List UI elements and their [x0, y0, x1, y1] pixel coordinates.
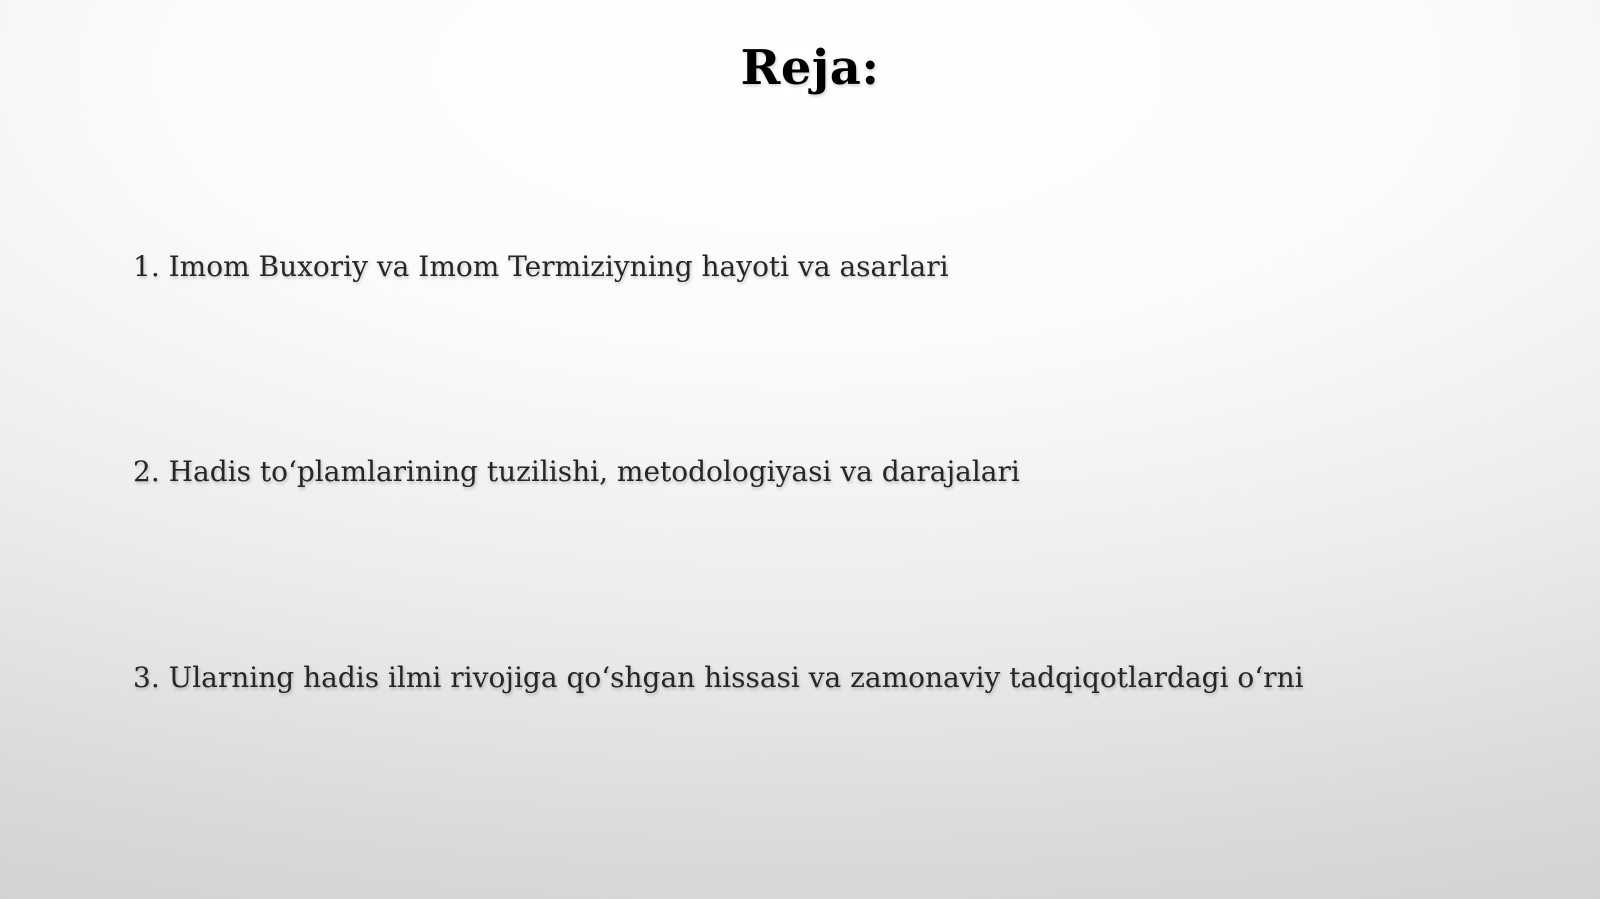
slide-title: Reja: — [740, 40, 880, 96]
plan-item-2: 2. Hadis to‘plamlarining tuzilishi, metodologiyasi va darajalari — [133, 455, 1020, 488]
plan-item-1: 1. Imom Buxoriy va Imom Termiziyning hayoti va asarlari — [133, 250, 949, 283]
plan-item-3: 3. Ularning hadis ilmi rivojiga qo‘shgan hissasi va zamonaviy tadqiqotlardagi o‘rni — [133, 661, 1304, 694]
